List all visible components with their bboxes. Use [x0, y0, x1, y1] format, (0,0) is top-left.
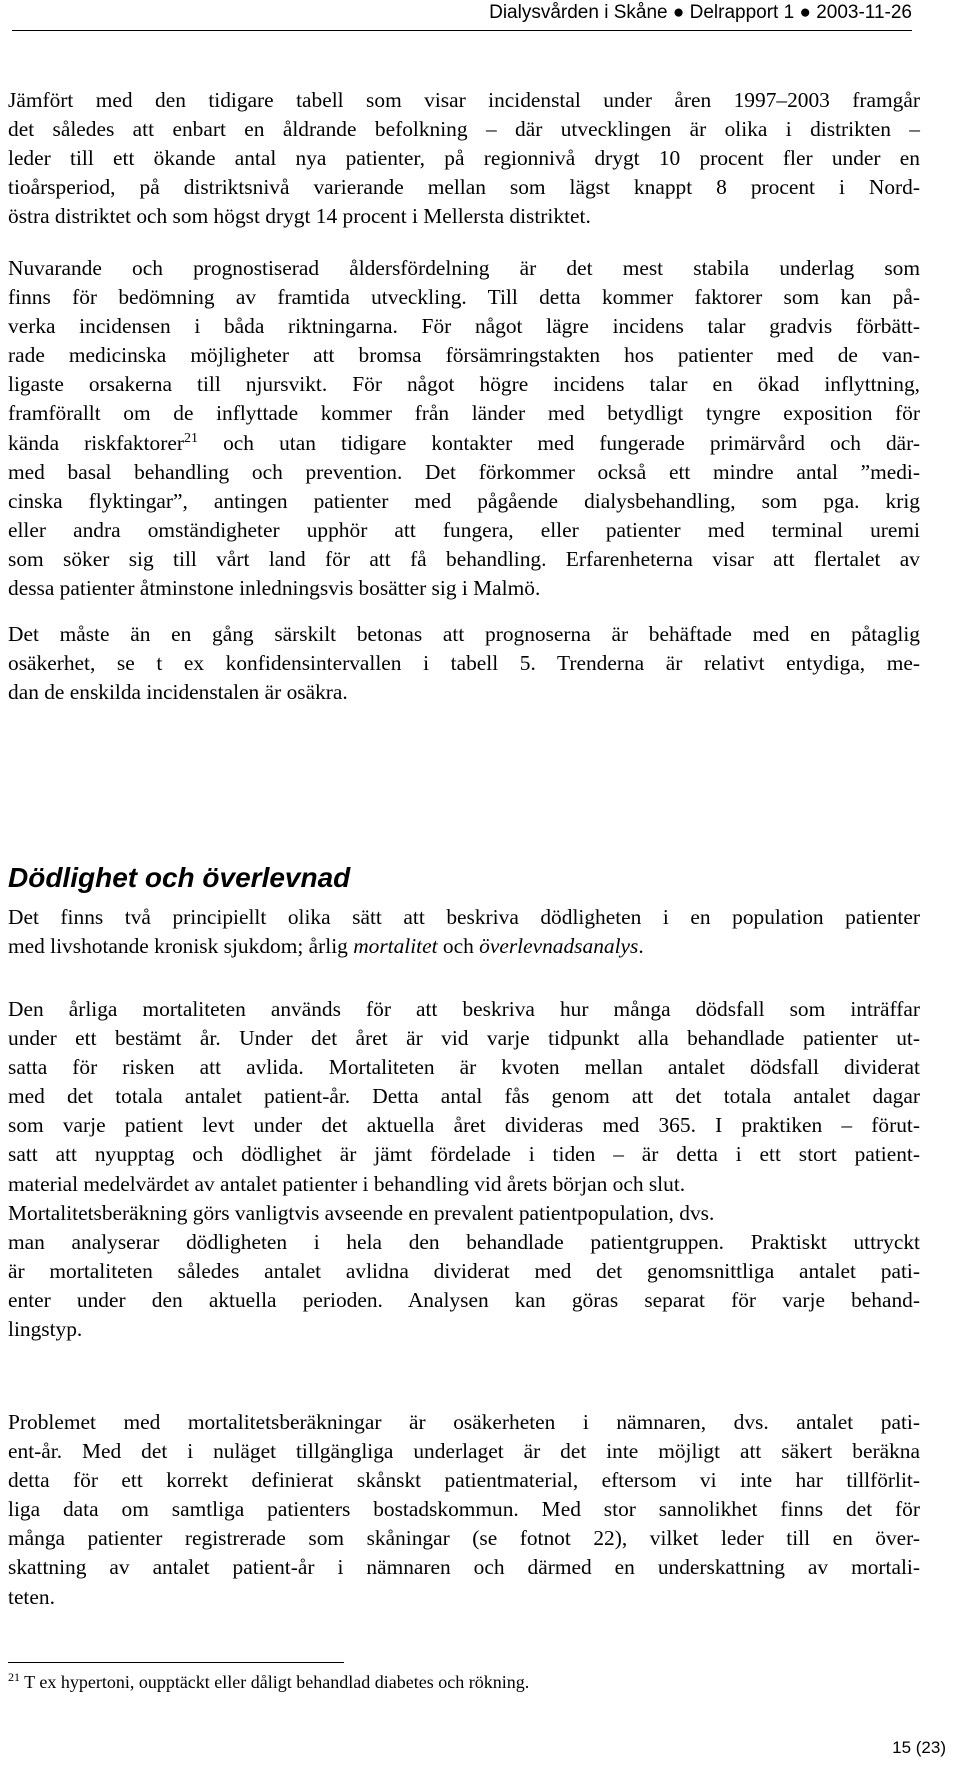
text-line: finns för bedömning av framtida utveckling. Till detta kommer faktorer som kan på-: [8, 285, 920, 310]
text-line: cinska flyktingar”, antingen patienter med pågående dialysbehandling, som pga. krig: [8, 488, 920, 513]
text-line: med basal behandling och prevention. Det förkommer också ett mindre antal ”medi-: [8, 459, 920, 484]
paragraph-1: [8, 86, 920, 231]
paragraph-2: [8, 254, 920, 603]
text-line: Det finns två principiellt olika sätt att beskriva dödligheten i en population patienter: [8, 905, 920, 929]
text-line: teten.: [8, 1584, 55, 1609]
text-fragment: och utan tidigare kontakter med fungerade primärvård och där-: [197, 430, 920, 455]
text-line: dessa patienter åtminstone inledningsvis bosätter sig i Malmö.: [8, 576, 541, 601]
text-fragment: med livshotande kronisk sjukdom; årlig: [8, 934, 354, 959]
text-line: satt att nyupptag och dödlighet är jämt fördelade i tiden – är detta i ett stort patient-: [8, 1142, 920, 1167]
text-line: är mortaliteten således antalet avlidna dividerat med det genomsnittliga antalet pati-: [8, 1258, 920, 1283]
running-header: Dialysvården i Skåne ● Delrapport 1 ● 2003-11-26: [489, 2, 912, 23]
section-intro: [8, 903, 920, 961]
text-line: många patienter registrerade som skåningar (se fotnot 22), vilket leder till en över-: [8, 1526, 920, 1551]
header-divider: [12, 30, 912, 31]
text-line: lingstyp.: [8, 1317, 83, 1342]
footnote-divider: [8, 1662, 344, 1663]
text-line-with-emphasis: [8, 932, 920, 961]
section-paragraph-2: [8, 995, 920, 1344]
text-line: man analyserar dödligheten i hela den behandlade patientgruppen. Praktiskt uttryckt: [8, 1229, 920, 1254]
section-paragraph-3: [8, 1408, 920, 1612]
text-line: material medelvärdet av antalet patienter i behandling vid årets början och slut.: [8, 1171, 686, 1196]
text-line: Problemet med mortalitetsberäkningar är osäkerheten i nämnaren, dvs. antalet pati-: [8, 1410, 920, 1434]
footnote-number: 21: [8, 1670, 20, 1684]
text-line: liga data om samtliga patienters bostadskommun. Med stor sannolikhet finns det för: [8, 1497, 920, 1522]
text-line: leder till ett ökande antal nya patienter, på regionnivå drygt 10 procent fler under en: [8, 146, 920, 171]
text-line: framförallt om de inflyttade kommer från länder med betydligt tyngre exposition för: [8, 401, 920, 426]
text-line: Det måste än en gång särskilt betonas att prognoserna är behäftade med en påtaglig: [8, 622, 920, 646]
text-line: som söker sig till vårt land för att få behandling. Erfarenheterna visar att flertalet av: [8, 546, 920, 571]
text-line: östra distriktet och som högst drygt 14 procent i Mellersta distriktet.: [8, 204, 591, 229]
text-line: satta för risken att avlida. Mortaliteten är kvoten mellan antalet dödsfall dividerat: [8, 1055, 920, 1080]
paragraph-3: [8, 620, 920, 707]
text-line: enter under den aktuella perioden. Analysen kan göras separat för varje behand-: [8, 1287, 920, 1312]
text-fragment: och: [437, 934, 480, 959]
text-fragment: .: [638, 934, 644, 959]
text-line: Nuvarande och prognostiserad åldersfördelning är det mest stabila underlag som: [8, 256, 920, 280]
text-line: Mortalitetsberäkning görs vanligtvis avseende en prevalent patientpopulation, dvs.: [8, 1200, 715, 1225]
footnote-text: T ex hypertoni, oupptäckt eller dåligt behandlad diabetes och rökning.: [20, 1672, 530, 1692]
text-line: under ett bestämt år. Under det året är vid varje tidpunkt alla behandlade patienter ut-: [8, 1026, 920, 1051]
section-heading: Dödlighet och överlevnad: [8, 862, 351, 893]
text-line: det således att enbart en åldrande befolkning – där utvecklingen är olika i distrikten –: [8, 117, 920, 142]
footnote: [8, 1672, 529, 1693]
text-line: ligaste orsakerna till njursvikt. För något högre incidens talar en ökad inflyttning,: [8, 372, 920, 397]
text-line: ent-år. Med det i nuläget tillgängliga underlaget är det inte möjligt att säkert beräkna: [8, 1439, 920, 1464]
emphasis-mortalitet: mortalitet: [353, 934, 438, 959]
text-line: skattning av antalet patient-år i nämnaren och därmed en underskattning av mortali-: [8, 1555, 920, 1580]
text-line: Den årliga mortaliteten används för att beskriva hur många dödsfall som inträffar: [8, 997, 920, 1021]
text-line: osäkerhet, se t ex konfidensintervallen i tabell 5. Trenderna är relativt entydiga, me-: [8, 651, 920, 676]
text-line: eller andra omständigheter upphör att fungera, eller patienter med terminal uremi: [8, 517, 920, 542]
text-line: verka incidensen i båda riktningarna. För något lägre incidens talar gradvis förbätt-: [8, 314, 920, 339]
text-line: med det totala antalet patient-år. Detta antal fås genom att det totala antalet dagar: [8, 1084, 920, 1109]
text-line: som varje patient levt under det aktuella året divideras med 365. I praktiken – förut-: [8, 1113, 920, 1138]
text-line-with-footnote-ref: [8, 429, 920, 458]
page-number: 15 (23): [892, 1738, 946, 1757]
text-line: tioårsperiod, på distriktsnivå varierande mellan som lägst knappt 8 procent i Nord-: [8, 175, 920, 200]
footnote-reference[interactable]: 21: [183, 430, 198, 446]
text-line: detta för ett korrekt definierat skånskt patientmaterial, eftersom vi inte har tillförlit-: [8, 1468, 920, 1493]
emphasis-overlevnadsanalys: överlevnadsanalys: [479, 934, 639, 959]
text-line: Jämfört med den tidigare tabell som visar incidenstal under åren 1997–2003 framgår: [8, 88, 920, 112]
text-fragment: kända riskfaktorer: [8, 430, 184, 455]
text-line: dan de enskilda incidenstalen är osäkra.: [8, 680, 348, 705]
text-line: rade medicinska möjligheter att bromsa försämringstakten hos patienter med de van-: [8, 343, 920, 368]
